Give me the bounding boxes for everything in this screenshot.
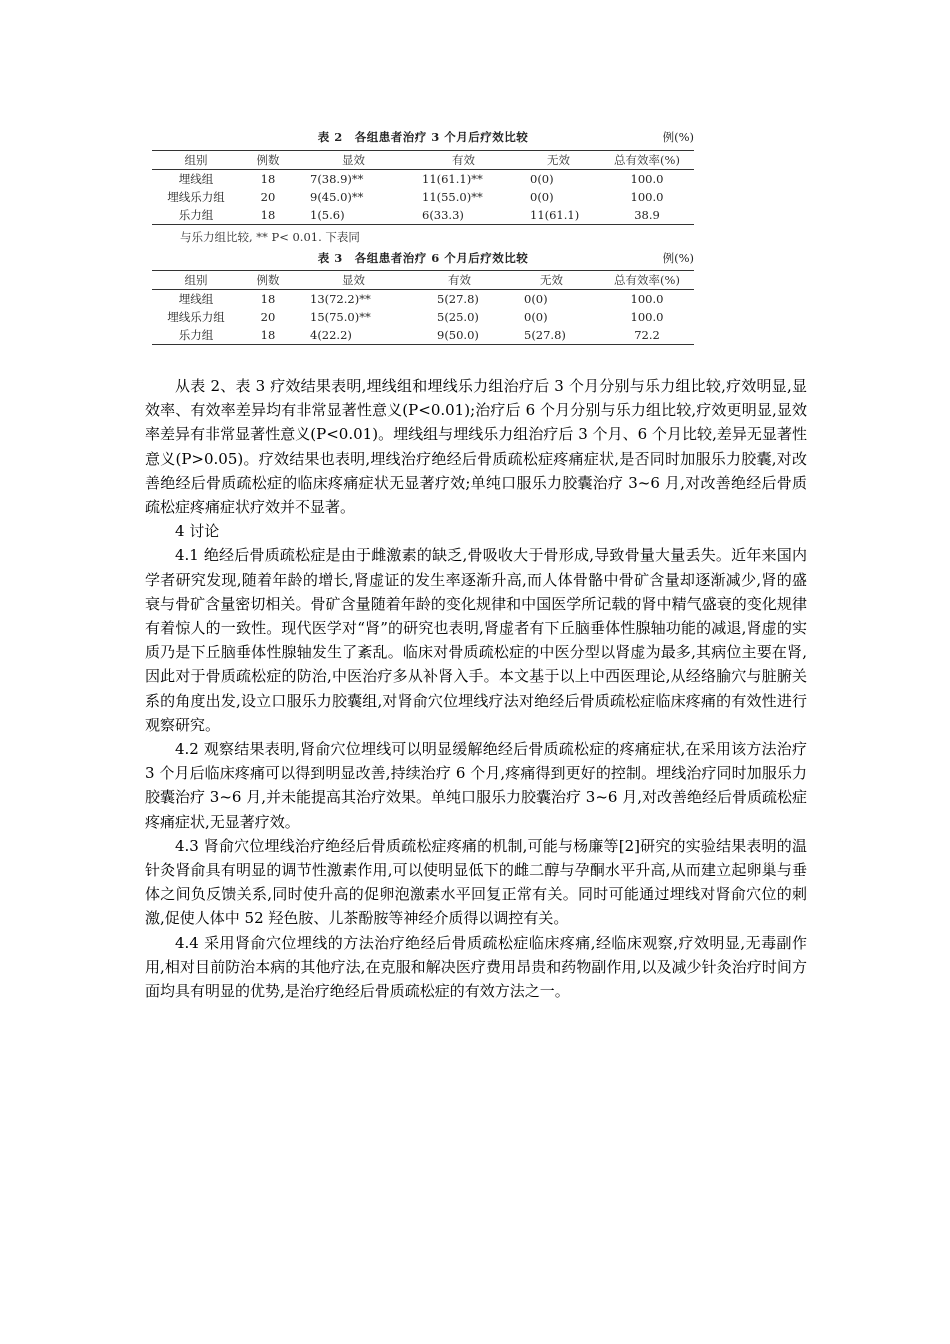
table-row: [152, 308, 694, 326]
table-2-col-header: 组别: [184, 153, 208, 167]
table-cell: 38.9: [634, 208, 660, 222]
table-3-bottom-rule: [152, 344, 694, 345]
table-3-col-header: 显效: [342, 273, 365, 287]
table-cell: 100.0: [630, 172, 664, 186]
table-cell: 11(61.1): [530, 208, 580, 222]
discussion-paragraph-4-4: 4.4 采用肾俞穴位埋线的方法治疗绝经后骨质疏松症临床疼痛,经临床观察,疗效明显,无毒副作用,相对目前防治本病的其他疗法,在克服和解决医疗费用昂贵和药物副作用,以及减少针灸治疗时间方面均具有明显的优势,是治疗绝经后骨质疏松症的有效方法之一。: [145, 933, 807, 1001]
table-cell: 0(0): [530, 172, 554, 186]
table-cell: 11(55.0)**: [422, 190, 483, 204]
table-cell: 13(72.2)**: [310, 292, 371, 306]
discussion-paragraph-4-3: 4.3 肾俞穴位埋线治疗绝经后骨质疏松症疼痛的机制,可能与杨廉等[2]研究的实验结果表明的温针灸肾俞具有明显的调节性激素作用,可以使明显低下的雌二醇与孕酮水平升高,从而建立起卵巢与垂体之间负反馈关系,同时使升高的促卵泡激素水平回复正常有关。同时可能通过埋线对肾俞穴位的刺激,促使人体中 52 羟色胺、儿茶酚胺等神经介质得以调控有关。: [145, 836, 807, 928]
table-3-header-row: [152, 271, 694, 289]
table-3-caption: [152, 250, 694, 268]
table-cell: 18: [260, 172, 276, 186]
table-row: [152, 170, 694, 188]
table-cell: 72.2: [634, 328, 660, 342]
table-cell: 埋线乐力组: [167, 310, 225, 324]
table-2-title: 表 2 各组患者治疗 3 个月后疗效比较: [317, 130, 529, 144]
table-3-col-header: 组别: [184, 273, 208, 287]
table-cell: 0(0): [530, 190, 554, 204]
table-cell: 100.0: [630, 310, 664, 324]
table-cell: 5(25.0): [437, 310, 479, 324]
table-cell: 100.0: [630, 292, 664, 306]
discussion-paragraph-4-2: 4.2 观察结果表明,肾俞穴位埋线可以明显缓解绝经后骨质疏松症的疼痛症状,在采用该方法治疗 3 个月后临床疼痛可以得到明显改善,持续治疗 6 个月,疼痛得到更好的控制。埋线治疗同时加服乐力胶囊治疗 3~6 月,并未能提高其治疗效果。单纯口服乐力胶囊治疗 3~6 月,对改善绝经后骨质疏松症疼痛症状,无显著疗效。: [145, 740, 807, 831]
table-cell: 11(61.1)**: [422, 172, 483, 186]
table-cell: 4(22.2): [310, 328, 352, 342]
table-cell: 0(0): [524, 292, 548, 306]
table-3-unit: 例(%): [662, 251, 694, 265]
table-cell: 9(50.0): [437, 328, 479, 342]
table-2-col-header: 例数: [256, 153, 280, 167]
table-2-col-header: 总有效率(%): [614, 153, 680, 167]
table-3-col-header: 例数: [256, 273, 280, 287]
table-2: [152, 129, 694, 225]
table-3: [152, 250, 694, 345]
table-3-col-header: 总有效率(%): [614, 273, 680, 287]
table-cell: 5(27.8): [524, 328, 566, 342]
table-cell: 埋线组: [178, 172, 214, 186]
table-3-col-header: 无效: [540, 273, 563, 287]
table-cell: 乐力组: [178, 208, 214, 222]
table-3-col-header: 有效: [448, 273, 471, 287]
discussion-paragraph-4-1: 4.1 绝经后骨质疏松症是由于雌激素的缺乏,骨吸收大于骨形成,导致骨量大量丢失。近年来国内学者研究发现,随着年龄的增长,肾虚证的发生率逐渐升高,而人体骨骼中骨矿含量却逐渐减少,肾的盛衰与骨矿含量密切相关。骨矿含量随着年龄的变化规律和中国医学所记载的肾中精气盛衰的变化规律有着惊人的一致性。现代医学对“肾”的研究也表明,肾虚者有下丘脑垂体性腺轴功能的减退,肾虚的实质乃是下丘脑垂体性腺轴发生了紊乱。临床对骨质疏松症的中医分型以肾虚为最多,其病位主要在肾,因此对于骨质疏松症的防治,中医治疗多从补肾入手。本文基于以上中西医理论,从经络腧穴与脏腑关系的角度出发,设立口服乐力胶囊组,对肾俞穴位埋线疗法对绝经后骨质疏松症临床疼痛的有效性进行观察研究。: [145, 546, 807, 734]
table-row: [152, 206, 694, 224]
table-2-header-row: [152, 151, 694, 169]
table-3-title: 表 3 各组患者治疗 6 个月后疗效比较: [317, 251, 529, 265]
table-2-unit: 例(%): [662, 130, 694, 144]
table-cell: 18: [260, 292, 276, 306]
table-2-bottom-rule: [152, 224, 694, 225]
table-row: [152, 326, 694, 344]
table-cell: 乐力组: [178, 328, 214, 342]
table-cell: 18: [260, 328, 276, 342]
section-heading: 4 讨论: [175, 522, 220, 541]
table-cell: 9(45.0)**: [310, 190, 364, 204]
table-cell: 7(38.9)**: [310, 172, 364, 186]
article-body: [145, 374, 807, 1003]
table-cell: 20: [260, 310, 276, 324]
results-paragraph: 从表 2、表 3 疗效结果表明,埋线组和埋线乐力组治疗后 3 个月分别与乐力组比较,疗效明显,显效率、有效率差异均有非常显著性意义(P<0.01);治疗后 6 个月分别与乐力组比较,疗效更明显,显效率差异有非常显著性意义(P<0.01)。埋线组与埋线乐力组治疗后 3 个月、6 个月比较,差异无显著性意义(P>0.05)。疗效结果也表明,埋线治疗绝经后骨质疏松症疼痛症状,是否同时加服乐力胶囊,对改善绝经后骨质疏松症的临床疼痛症状无显著疗效;单纯口服乐力胶囊治疗 3~6 月,对改善绝经后骨质疏松症疼痛症状疗效并不显著。: [145, 377, 807, 517]
table-2-col-header: 有效: [452, 153, 475, 167]
table-cell: 5(27.8): [437, 292, 479, 306]
table-note: 与乐力组比较, ** P< 0.01. 下表同: [180, 230, 360, 244]
table-cell: 20: [260, 190, 276, 204]
table-2-col-header: 无效: [547, 153, 570, 167]
table-2-caption: [152, 129, 694, 147]
table-cell: 1(5.6): [310, 208, 345, 222]
table-cell: 埋线乐力组: [167, 190, 225, 204]
table-row: [152, 290, 694, 308]
table-cell: 6(33.3): [422, 208, 464, 222]
table-cell: 0(0): [524, 310, 548, 324]
table-cell: 15(75.0)**: [310, 310, 371, 324]
table-cell: 埋线组: [178, 292, 214, 306]
table-cell: 100.0: [630, 190, 664, 204]
table-2-col-header: 显效: [342, 153, 365, 167]
table-row: [152, 188, 694, 206]
table-cell: 18: [260, 208, 276, 222]
